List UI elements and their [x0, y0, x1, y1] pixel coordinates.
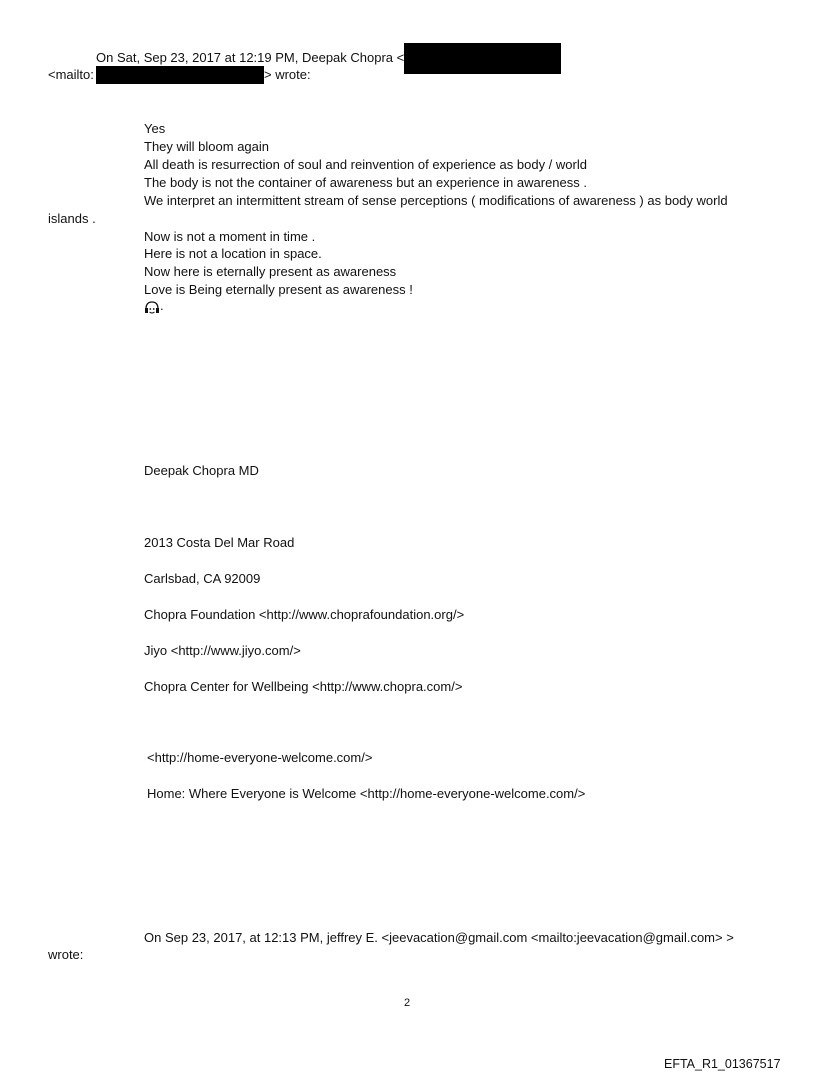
body-line: Now here is eternally present as awareness [144, 264, 397, 279]
header-from-text: On Sat, Sep 23, 2017 at 12:19 PM, Deepak Chopra < [96, 50, 405, 65]
signature-link-jiyo[interactable]: Jiyo <http://www.jiyo.com/> [144, 643, 301, 658]
signature-name: Deepak Chopra MD [144, 463, 259, 478]
signature-address-line: 2013 Costa Del Mar Road [144, 535, 295, 550]
signature-link-home[interactable]: <http://home-everyone-welcome.com/> [147, 750, 373, 765]
email-header-line-1 [96, 50, 404, 66]
body-line: Here is not a location in space. [144, 246, 322, 261]
quoted-header-wrote: wrote: [48, 947, 84, 962]
redaction-box-email [404, 43, 561, 74]
body-line-wrap: islands . [48, 211, 96, 226]
signature-link-chopra-center[interactable]: Chopra Center for Wellbeing <http://www.chopra.com/> [144, 679, 463, 694]
header-wrote: > wrote: [264, 67, 311, 82]
document-id: EFTA_R1_01367517 [664, 1057, 781, 1071]
signature-link-home-everyone[interactable]: Home: Where Everyone is Welcome <http://home-everyone-welcome.com/> [147, 786, 586, 801]
emoji-suffix: . [160, 298, 164, 313]
header-mailto-prefix: <mailto: [48, 67, 94, 82]
signature-address-line: Carlsbad, CA 92009 [144, 571, 261, 586]
body-line: The body is not the container of awareness but an experience in awareness . [144, 175, 587, 190]
email-header-line-2 [48, 67, 94, 83]
signature-link-chopra-foundation[interactable]: Chopra Foundation <http://www.choprafoundation.org/> [144, 607, 465, 622]
body-line: They will bloom again [144, 139, 270, 154]
body-line: Love is Being eternally present as awareness ! [144, 282, 413, 297]
body-line: Now is not a moment in time . [144, 229, 316, 244]
body-line: Yes [144, 121, 166, 136]
redaction-box-mailto [96, 66, 264, 84]
body-line: We interpret an intermittent stream of sense perceptions ( modifications of awareness ) as body world [144, 193, 728, 208]
page-number: 2 [404, 997, 411, 1009]
quoted-header-line: On Sep 23, 2017, at 12:13 PM, jeffrey E. <jeevacation@gmail.com <mailto:jeevacation@gmail.com> > [144, 930, 734, 945]
body-line: All death is resurrection of soul and reinvention of experience as body / world [144, 157, 587, 172]
